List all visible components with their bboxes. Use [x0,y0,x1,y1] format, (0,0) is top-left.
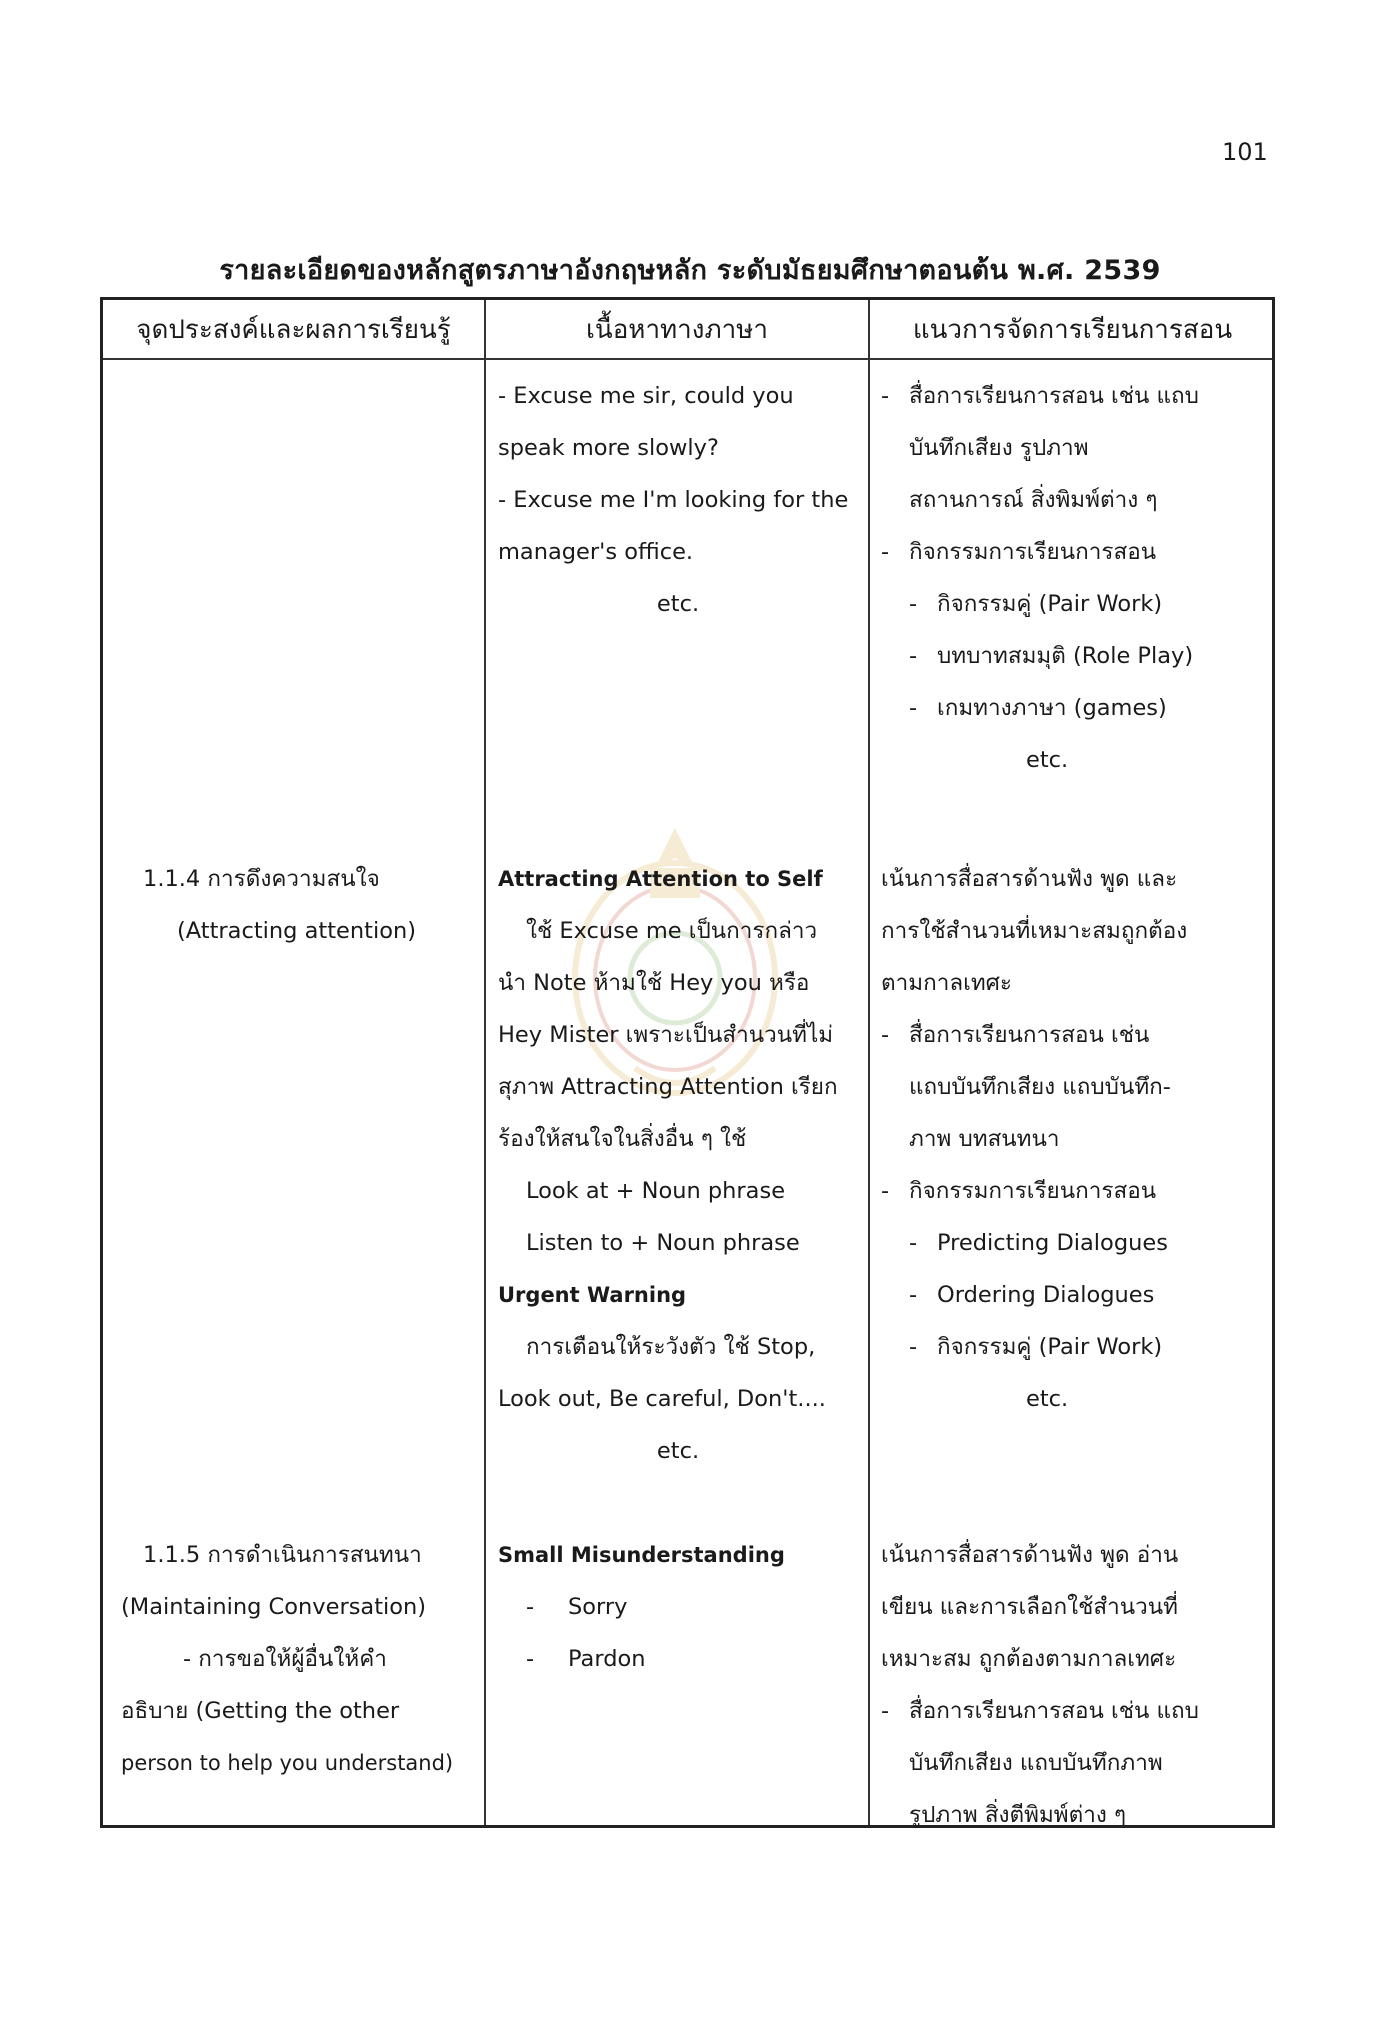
objective-line: person to help you understand) [121,1751,454,1775]
bullet-dash: - [909,1334,918,1360]
approach-line: etc. [1026,1386,1069,1412]
objective-line: อธิบาย (Getting the other [121,1698,400,1724]
approach-line: ภาพ บทสนทนา [909,1126,1060,1152]
approach-line: การใช้สำนวนที่เหมาะสมถูกต้อง [881,918,1188,944]
approach-line: กิจกรรมการเรียนการสอน [909,539,1157,565]
teaching-approach-1-1-4 [881,853,1271,1425]
approach-line: Predicting Dialogues [937,1230,1168,1256]
bullet-dash: - [526,1646,535,1672]
content-line: การเตือนให้ระวังตัว ใช้ Stop, [526,1334,816,1360]
approach-line: บทบาทสมมุติ (Role Play) [937,643,1194,669]
objective-line: 1.1.5 การดำเนินการสนทนา [143,1542,422,1568]
objective-line: (Maintaining Conversation) [121,1594,427,1620]
header-objectives: จุดประสงค์และผลการเรียนรู้ [136,315,451,345]
subheading: Small Misunderstanding [498,1543,785,1567]
content-line: etc. [656,591,700,617]
approach-line: เขียน และการเลือกใช้สำนวนที่ [881,1594,1178,1620]
content-line: ใช้ Excuse me เป็นการกล่าว [526,918,818,944]
subheading: Attracting Attention to Self [498,867,823,891]
subheading: Urgent Warning [498,1283,687,1307]
bullet-dash: - [881,383,890,409]
content-line: นำ Note ห้ามใช้ Hey you หรือ [498,970,810,996]
content-line: Listen to + Noun phrase [526,1230,800,1256]
document-title: รายละเอียดของหลักสูตรภาษาอังกฤษหลัก ระดับมัธยมศึกษาตอนต้น พ.ศ. 2539 [219,255,1161,286]
bullet-dash: - [881,1022,890,1048]
language-content-1-1-4 [498,853,858,1477]
content-line: Hey Mister เพราะเป็นสำนวนที่ไม่ [498,1022,834,1048]
content-line: manager's office. [498,539,694,565]
content-line: Look at + Noun phrase [526,1178,786,1204]
approach-line: etc. [1026,747,1069,773]
content-line: ร้องให้สนใจในสิ่งอื่น ๆ ใช้ [498,1126,747,1152]
bullet-dash: - [526,1594,535,1620]
approach-line: Ordering Dialogues [937,1282,1155,1308]
teaching-approach-top [881,370,1271,786]
approach-line: เน้นการสื่อสารด้านฟัง พูด และ [881,866,1178,892]
approach-line: เน้นการสื่อสารด้านฟัง พูด อ่าน [881,1542,1179,1568]
header-language-content: เนื้อหาทางภาษา [586,315,768,345]
approach-line: กิจกรรมคู่ (Pair Work) [937,591,1163,617]
approach-line: สื่อการเรียนการสอน เช่น แถบ [909,383,1199,409]
header-teaching-approach: แนวการจัดการเรียนการสอน [912,315,1233,345]
content-line: - Excuse me I'm looking for the [498,487,849,513]
content-line: speak more slowly? [498,435,719,461]
bullet-dash: - [909,1230,918,1256]
approach-line: กิจกรรมการเรียนการสอน [909,1178,1157,1204]
column-divider [484,300,486,1825]
approach-line: กิจกรรมคู่ (Pair Work) [937,1334,1163,1360]
objective-line: (Attracting attention) [177,918,417,944]
bullet-dash: - [881,539,890,565]
approach-line: สถานการณ์ สิ่งพิมพ์ต่าง ๆ [909,487,1158,513]
content-line: - Excuse me sir, could you [498,383,794,409]
bullet-dash: - [881,1698,890,1724]
column-divider [868,300,870,1825]
header-divider [103,358,1272,360]
content-line: สุภาพ Attracting Attention เรียก [498,1074,838,1100]
objective-1-1-5 [121,1529,473,1789]
curriculum-table [100,297,1275,1828]
content-line: Pardon [568,1646,646,1672]
bullet-dash: - [909,1282,918,1308]
language-content-top [498,370,858,630]
approach-line: บันทึกเสียง แถบบันทึกภาพ [909,1750,1163,1776]
bullet-dash: - [909,695,918,721]
approach-line: ตามกาลเทศะ [881,970,1013,996]
objective-1-1-4 [143,853,473,957]
content-line: etc. [656,1438,700,1464]
objective-line: 1.1.4 การดึงความสนใจ [143,866,380,892]
language-content-1-1-5 [498,1529,858,1685]
approach-line: เกมทางภาษา (games) [937,695,1167,721]
objective-line: - การขอให้ผู้อื่นให้คำ [183,1646,387,1672]
bullet-dash: - [909,643,918,669]
bullet-dash: - [909,591,918,617]
approach-line: เหมาะสม ถูกต้องตามกาลเทศะ [881,1646,1177,1672]
approach-line: สื่อการเรียนการสอน เช่น [909,1022,1150,1048]
approach-line: บันทึกเสียง รูปภาพ [909,435,1089,461]
approach-line: สื่อการเรียนการสอน เช่น แถบ [909,1698,1199,1724]
content-line: Sorry [568,1594,628,1620]
approach-line: แถบบันทึกเสียง แถบบันทึก- [909,1074,1171,1100]
teaching-approach-1-1-5 [881,1529,1271,1841]
approach-line: รูปภาพ สิ่งตีพิมพ์ต่าง ๆ [909,1802,1127,1828]
content-line: Look out, Be careful, Don't.... [498,1386,826,1412]
bullet-dash: - [881,1178,890,1204]
page-number: 101 [1222,138,1268,166]
